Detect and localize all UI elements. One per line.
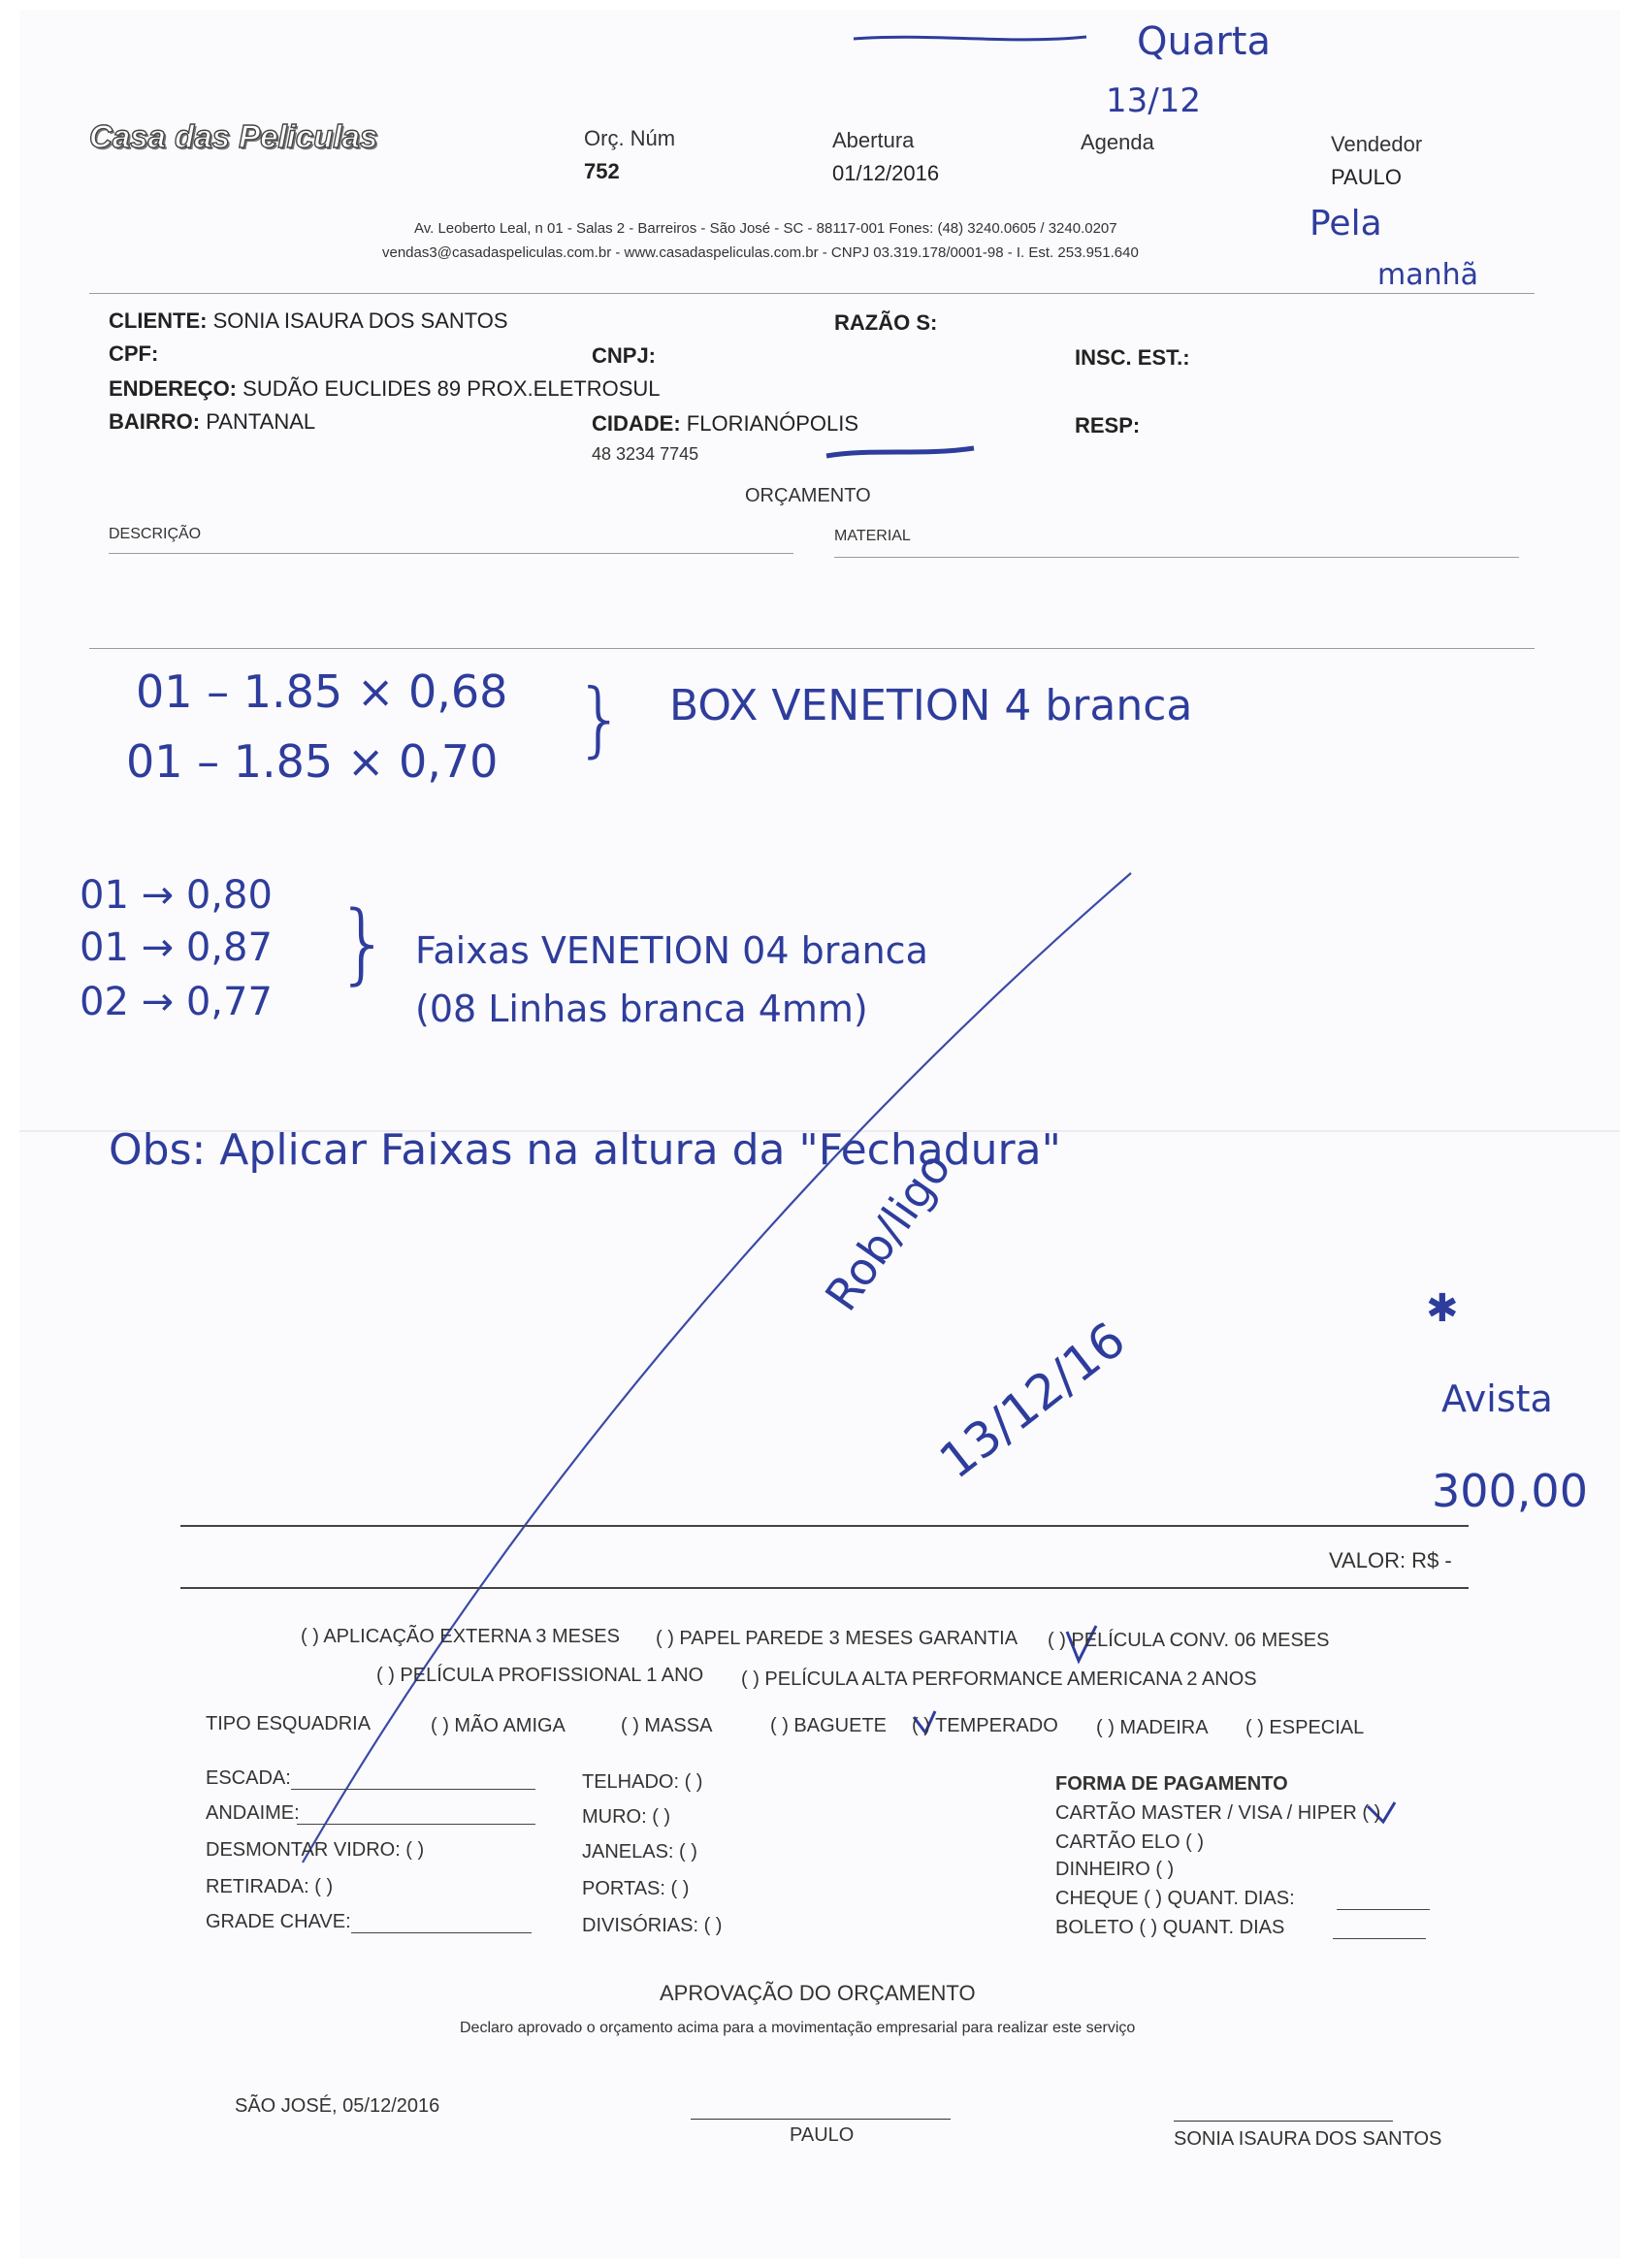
handwritten-f2: 01 → 0,87 xyxy=(80,925,273,970)
valor-line-bottom xyxy=(180,1587,1469,1589)
approval-text: Declaro aprovado o orçamento acima para a movimentação empresarial para realizar este serviço xyxy=(460,2020,1136,2036)
handwritten-total: 300,00 xyxy=(1432,1465,1588,1517)
service-portas[interactable]: PORTAS: ( ) xyxy=(582,1878,690,1899)
brace-2: } xyxy=(336,892,392,994)
insc-label: INSC. EST.: xyxy=(1075,345,1190,370)
payment-cheque[interactable]: CHEQUE ( ) QUANT. DIAS: xyxy=(1055,1888,1295,1909)
service-muro[interactable]: MURO: ( ) xyxy=(582,1806,671,1828)
company-contact: vendas3@casadaspeliculas.com.br - www.casadaspeliculas.com.br - CNPJ 03.319.178/0001-98 - I. Est. 253.951.640 xyxy=(382,244,1139,261)
handwritten-line1: 01 – 1.85 × 0,68 xyxy=(136,665,508,718)
service-divisorias[interactable]: DIVISÓRIAS: ( ) xyxy=(582,1915,723,1936)
service-telhado[interactable]: TELHADO: ( ) xyxy=(582,1771,703,1793)
handwritten-mark: ✱ xyxy=(1426,1286,1459,1331)
grade-line xyxy=(351,1932,532,1933)
handwritten-f3: 02 → 0,77 xyxy=(80,980,273,1024)
tipo-baguete[interactable]: ( ) BAGUETE xyxy=(770,1715,888,1736)
place-date: SÃO JOSÉ, 05/12/2016 xyxy=(235,2095,440,2117)
cliente-field: CLIENTE: SONIA ISAURA DOS SANTOS xyxy=(109,308,508,333)
tipo-massa[interactable]: ( ) MASSA xyxy=(621,1715,713,1736)
company-address: Av. Leoberto Leal, n 01 - Salas 2 - Barreiros - São José - SC - 88117-001 Fones: (48) 3240.0605 / 3240.0207 xyxy=(414,220,1117,237)
brace-1: } xyxy=(574,671,627,766)
abertura-value: 01/12/2016 xyxy=(832,161,940,185)
client-signature-line xyxy=(1174,2121,1393,2122)
payment-cartao-master[interactable]: CARTÃO MASTER / VISA / HIPER ( ) xyxy=(1055,1802,1381,1824)
cheque-line xyxy=(1337,1909,1430,1910)
handwritten-faixas: Faixas VENETION 04 branca xyxy=(415,929,928,972)
material-label: MATERIAL xyxy=(834,528,911,544)
payment-dinheiro[interactable]: DINHEIRO ( ) xyxy=(1055,1859,1175,1880)
handwritten-line2: 01 – 1.85 × 0,70 xyxy=(126,735,499,788)
payment-title: FORMA DE PAGAMENTO xyxy=(1055,1773,1288,1795)
agenda-label: Agenda xyxy=(1081,130,1154,154)
option-pelicula-americana[interactable]: ( ) PELÍCULA ALTA PERFORMANCE AMERICANA 2 ANOS xyxy=(741,1669,1257,1690)
service-desmontar-vidro[interactable]: DESMONTAR VIDRO: ( ) xyxy=(206,1839,425,1861)
option-aplicacao-externa[interactable]: ( ) APLICAÇÃO EXTERNA 3 MESES xyxy=(301,1626,620,1647)
option-papel-parede[interactable]: ( ) PAPEL PAREDE 3 MESES GARANTIA xyxy=(656,1628,1018,1649)
abertura-label: Abertura xyxy=(832,128,915,152)
orc-value: 752 xyxy=(584,159,620,183)
razao-label: RAZÃO S: xyxy=(834,310,938,335)
resp-label: RESP: xyxy=(1075,413,1141,437)
client-phone: 48 3234 7745 xyxy=(592,444,699,464)
vendedor-label: Vendedor xyxy=(1331,132,1423,156)
valor-label: VALOR: R$ - xyxy=(1329,1548,1452,1572)
cidade-field: CIDADE: FLORIANÓPOLIS xyxy=(592,411,859,436)
cnpj-label: CNPJ: xyxy=(592,343,657,368)
handwritten-rob: Rob/ligo xyxy=(815,1142,961,1320)
andaime-line xyxy=(297,1824,535,1825)
option-pelicula-conv[interactable]: ( ) PELÍCULA CONV. 06 MESES xyxy=(1048,1630,1330,1651)
service-grade-chave[interactable]: GRADE CHAVE: xyxy=(206,1911,351,1932)
vendedor-value: PAULO xyxy=(1331,165,1402,189)
client-signature: SONIA ISAURA DOS SANTOS xyxy=(1174,2128,1442,2150)
approval-title: APROVAÇÃO DO ORÇAMENTO xyxy=(660,1981,976,2005)
handwritten-manha: manhã xyxy=(1377,258,1479,292)
handwritten-pela: Pela xyxy=(1310,204,1382,243)
tipo-esquadria-label: TIPO ESQUADRIA xyxy=(206,1713,372,1734)
boleto-line xyxy=(1333,1938,1426,1939)
service-janelas[interactable]: JANELAS: ( ) xyxy=(582,1841,697,1863)
handwritten-day: Quarta xyxy=(1137,19,1271,64)
handwritten-rob-date: 13/12/16 xyxy=(929,1311,1136,1490)
handwritten-f1: 01 → 0,80 xyxy=(80,873,273,918)
tipo-temperado[interactable]: ( ) TEMPERADO xyxy=(912,1715,1058,1736)
escada-line xyxy=(291,1789,535,1790)
endereco-field: ENDEREÇO: SUDÃO EUCLIDES 89 PROX.ELETROSUL xyxy=(109,376,661,401)
service-escada[interactable]: ESCADA: xyxy=(206,1767,291,1789)
handwritten-obs: Obs: Aplicar Faixas na altura da "Fechadura" xyxy=(109,1125,1061,1175)
company-logo: Casa das Peliculas xyxy=(89,118,378,154)
bairro-field: BAIRRO: PANTANAL xyxy=(109,409,316,434)
handwritten-box-note: BOX VENETION 4 branca xyxy=(669,681,1193,730)
tipo-madeira[interactable]: ( ) MADEIRA xyxy=(1096,1717,1209,1738)
handwritten-date: 13/12 xyxy=(1106,81,1201,120)
handwritten-linhas: (08 Linhas branca 4mm) xyxy=(415,988,868,1030)
seller-signature-line xyxy=(691,2119,951,2120)
tipo-mao-amiga[interactable]: ( ) MÃO AMIGA xyxy=(431,1715,566,1736)
service-andaime[interactable]: ANDAIME: xyxy=(206,1802,300,1824)
payment-cartao-elo[interactable]: CARTÃO ELO ( ) xyxy=(1055,1831,1204,1853)
service-retirada[interactable]: RETIRADA: ( ) xyxy=(206,1876,334,1897)
orcamento-title: ORÇAMENTO xyxy=(745,485,871,506)
orc-label: Orç. Núm xyxy=(584,126,676,150)
descricao-label: DESCRIÇÃO xyxy=(109,526,202,542)
seller-signature: PAULO xyxy=(790,2124,855,2146)
valor-line-top xyxy=(180,1525,1469,1527)
payment-boleto[interactable]: BOLETO ( ) QUANT. DIAS xyxy=(1055,1917,1285,1938)
tipo-especial[interactable]: ( ) ESPECIAL xyxy=(1245,1717,1365,1738)
handwritten-avista: Avista xyxy=(1441,1377,1553,1420)
option-pelicula-profissional[interactable]: ( ) PELÍCULA PROFISSIONAL 1 ANO xyxy=(376,1665,704,1686)
cpf-label: CPF: xyxy=(109,341,159,366)
